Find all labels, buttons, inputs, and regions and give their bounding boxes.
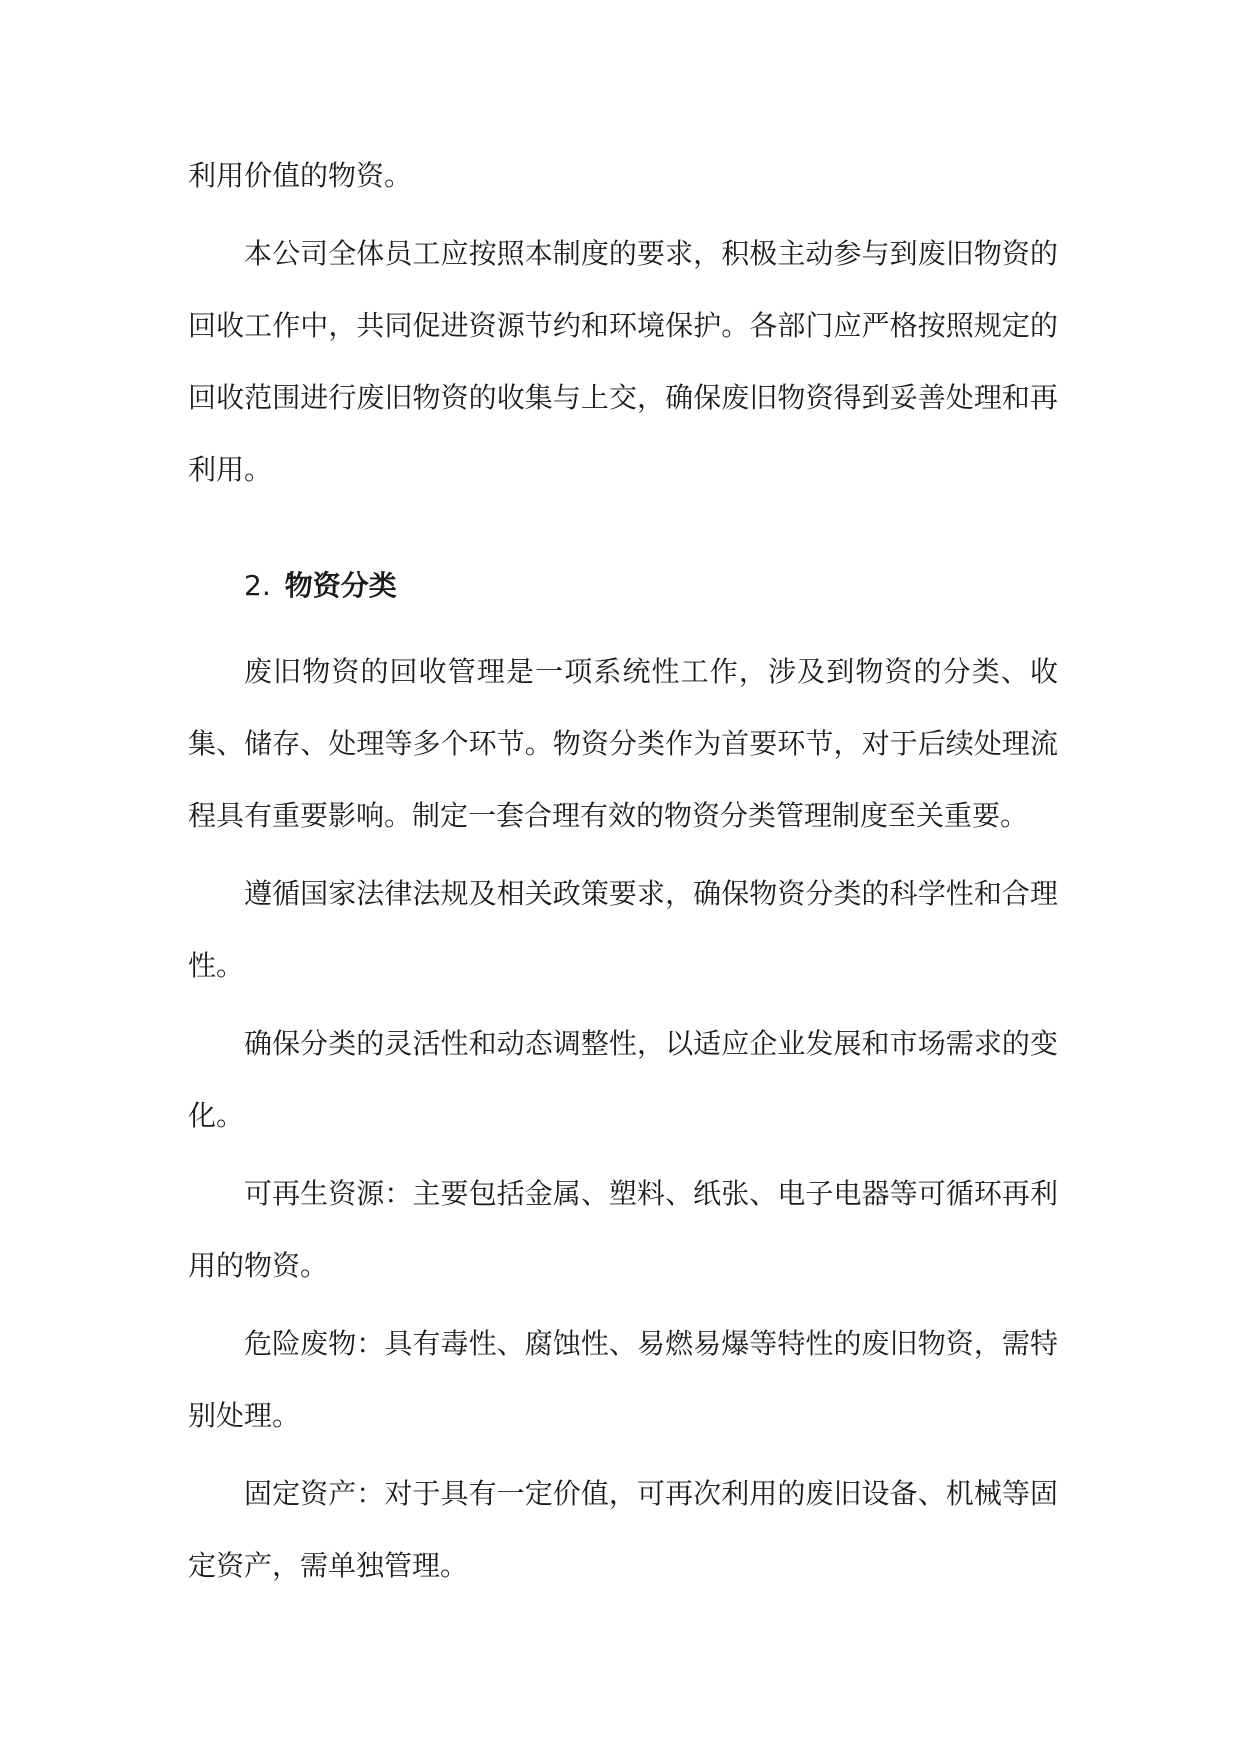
paragraph-continuation: 利用价值的物资。 <box>188 159 413 192</box>
paragraph-renewable-resources: 可再生资源：主要包括金属、塑料、纸张、电子电器等可循环再利用的物资。 <box>188 1177 1058 1282</box>
paragraph-classification-intro: 废旧物资的回收管理是一项系统性工作，涉及到物资的分类、收集、储存、处理等多个环节。物资分类作为首要环节，对于后续处理流程具有重要影响。制定一套合理有效的物资分类管理制度至关重要。 <box>188 655 1058 832</box>
paragraph-fixed-assets: 固定资产：对于具有一定价值，可再次利用的废旧设备、机械等固定资产，需单独管理。 <box>188 1477 1058 1582</box>
document-page <box>188 140 1058 1608</box>
paragraph-staff-participation: 本公司全体员工应按照本制度的要求，积极主动参与到废旧物资的回收工作中，共同促进资源节约和环境保护。各部门应严格按照规定的回收范围进行废旧物资的收集与上交，确保废旧物资得到妥善处理和再利用。 <box>188 237 1058 486</box>
section-heading <box>188 550 1058 622</box>
section-title: 物资分类 <box>284 569 397 602</box>
section-number: 2. <box>244 569 271 602</box>
paragraph-legal-compliance: 遵循国家法律法规及相关政策要求，确保物资分类的科学性和合理性。 <box>188 877 1058 982</box>
paragraph-hazardous-waste: 危险废物：具有毒性、腐蚀性、易燃易爆等特性的废旧物资，需特别处理。 <box>188 1327 1058 1432</box>
paragraph-flexibility: 确保分类的灵活性和动态调整性，以适应企业发展和市场需求的变化。 <box>188 1027 1058 1132</box>
